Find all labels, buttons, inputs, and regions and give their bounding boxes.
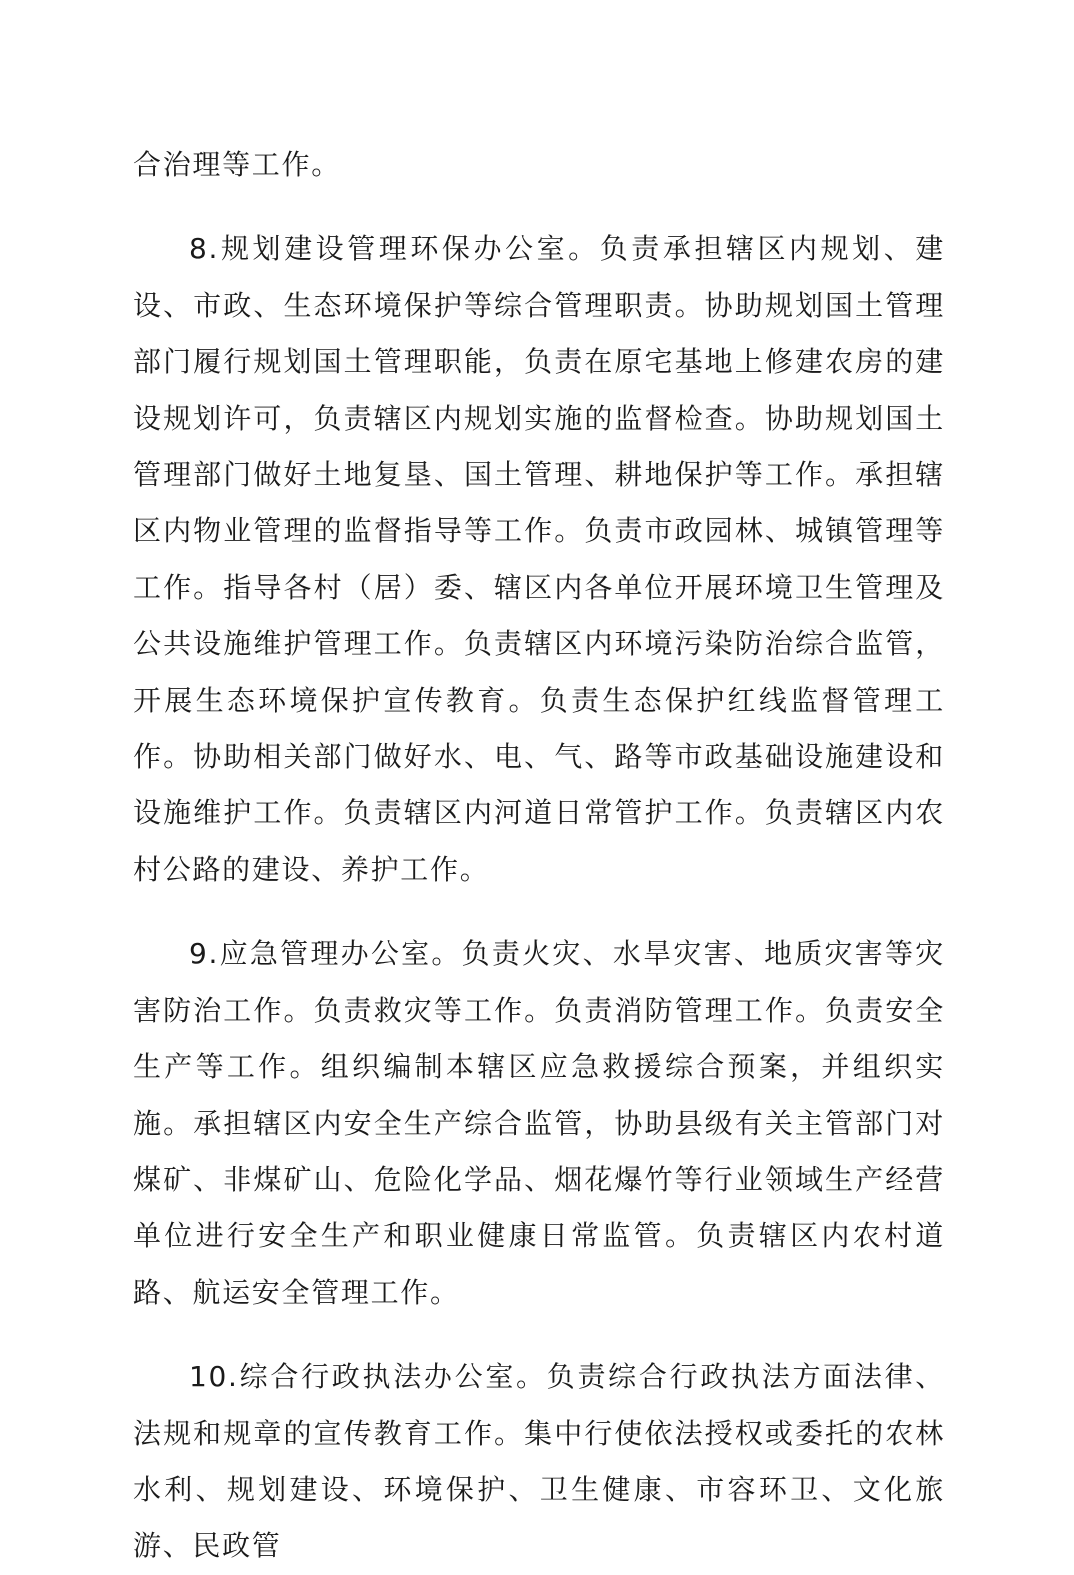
document-page (133, 137, 945, 1575)
paragraph-continuation: 合治理等工作。 (133, 148, 341, 181)
paragraph-emergency-office: 9.应急管理办公室。负责火灾、水旱灾害、地质灾害等灾害防治工作。负责救灾等工作。负责消防管理工作。负责安全生产等工作。组织编制本辖区应急救援综合预案，并组织实施。承担辖区内安全生产综合监管，协助县级有关主管部门对煤矿、非煤矿山、危险化学品、烟花爆竹等行业领域生产经营单位进行安全生产和职业健康日常监管。负责辖区内农村道路、航运安全管理工作。 (133, 937, 945, 1309)
paragraph-planning-office: 8.规划建设管理环保办公室。负责承担辖区内规划、建设、市政、生态环境保护等综合管理职责。协助规划国土管理部门履行规划国土管理职能，负责在原宅基地上修建农房的建设规划许可，负责辖区内规划实施的监督检查。协助规划国土管理部门做好土地复垦、国土管理、耕地保护等工作。承担辖区内物业管理的监督指导等工作。负责市政园林、城镇管理等工作。指导各村（居）委、辖区内各单位开展环境卫生管理及公共设施维护管理工作。负责辖区内环境污染防治综合监管，开展生态环境保护宣传教育。负责生态保护红线监督管理工作。协助相关部门做好水、电、气、路等市政基础设施建设和设施维护工作。负责辖区内河道日常管护工作。负责辖区内农村公路的建设、养护工作。 (133, 232, 945, 886)
paragraph-enforcement-office: 10.综合行政执法办公室。负责综合行政执法方面法律、法规和规章的宣传教育工作。集中行使依法授权或委托的农林水利、规划建设、环境保护、卫生健康、市容环卫、文化旅游、民政管 (133, 1360, 945, 1563)
